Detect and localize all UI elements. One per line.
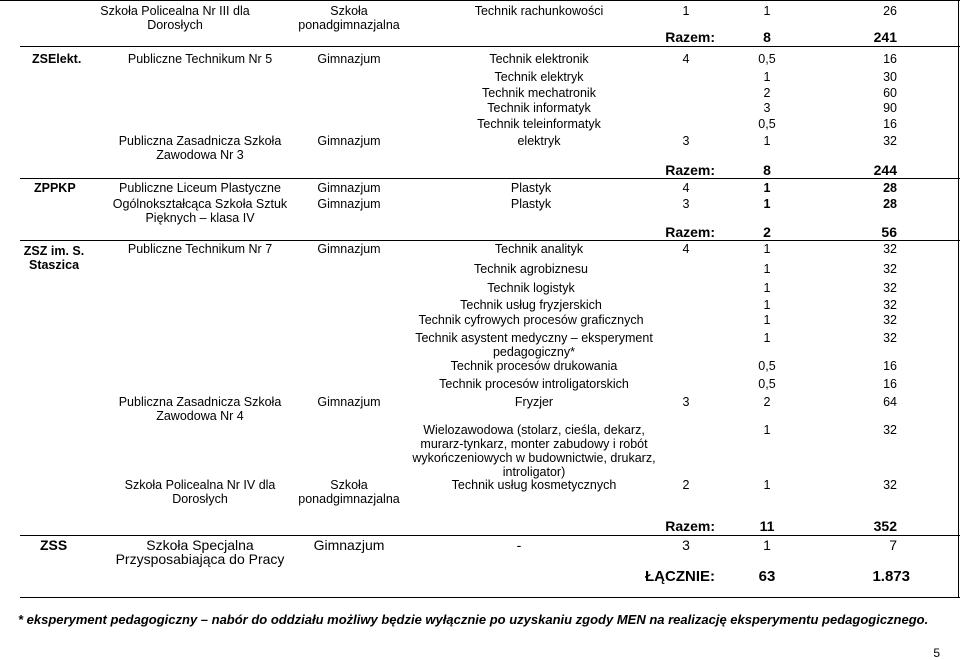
profession: Technik rachunkowości	[474, 4, 604, 18]
divisions: 0,5	[758, 117, 776, 131]
profession: Plastyk	[510, 181, 552, 195]
places: 16	[883, 359, 897, 373]
rule	[958, 0, 959, 598]
school-type: Gimnazjum	[317, 181, 381, 195]
places: 16	[883, 377, 897, 391]
places: 32	[883, 134, 897, 148]
classes: 4	[682, 242, 690, 256]
school-type: Szkoła ponadgimnazjalna	[298, 478, 400, 506]
razem-label: Razem:	[665, 162, 715, 178]
classes: 3	[682, 537, 690, 553]
school-name: Publiczne Technikum Nr 5	[127, 52, 273, 66]
profession: Technik usług kosmetycznych	[451, 478, 617, 492]
total-label: ŁĄCZNIE:	[645, 568, 715, 585]
rule	[20, 535, 960, 536]
divisions: 1	[763, 70, 771, 84]
profession: Fryzjer	[514, 395, 554, 409]
divisions: 1	[763, 262, 771, 276]
classes: 4	[682, 52, 690, 66]
places: 32	[883, 298, 897, 312]
classes: 3	[682, 134, 690, 148]
sum-classes: 8	[763, 29, 771, 45]
profession: Technik cyfrowych procesów graficznych	[418, 313, 644, 327]
places: 16	[883, 52, 897, 66]
divisions: 0,5	[758, 377, 776, 391]
divisions: 2	[763, 395, 771, 409]
page-number: 5	[933, 646, 940, 660]
classes: 3	[682, 197, 690, 211]
profession: elektryk	[517, 134, 561, 148]
classes: 2	[682, 478, 690, 492]
razem-label: Razem:	[665, 224, 715, 240]
divisions: 1	[763, 4, 771, 18]
rule	[20, 178, 960, 179]
places: 32	[883, 478, 897, 492]
sum-classes: 2	[763, 224, 771, 240]
sum-places: 244	[873, 162, 897, 178]
profession: Technik teleinformatyk	[477, 117, 601, 131]
total-places: 1.873	[872, 568, 910, 585]
profession: Technik logistyk	[487, 281, 575, 295]
profession: Technik elektronik	[489, 52, 589, 66]
divisions: 1	[763, 197, 771, 211]
razem-label: Razem:	[665, 29, 715, 45]
rule	[20, 240, 960, 241]
divisions: 1	[763, 181, 771, 195]
divisions: 1	[763, 331, 771, 345]
group-code: ZPPKP	[34, 181, 76, 195]
divisions: 0,5	[758, 359, 776, 373]
school-type: Gimnazjum	[317, 197, 381, 211]
school-type: Gimnazjum	[313, 537, 385, 553]
school-name: Szkoła Policealna Nr III dla Dorosłych	[100, 4, 250, 32]
places: 64	[883, 395, 897, 409]
places: 90	[883, 101, 897, 115]
school-name: Publiczne Liceum Plastyczne	[119, 181, 281, 195]
sum-classes: 8	[763, 162, 771, 178]
divisions: 3	[763, 101, 771, 115]
school-type: Gimnazjum	[317, 52, 381, 66]
school-name: Szkoła Specjalna Przysposabiająca do Pracy	[115, 537, 285, 567]
profession: Technik agrobiznesu	[474, 262, 588, 276]
classes: 4	[682, 181, 690, 195]
profession: Technik elektryk	[494, 70, 584, 84]
places: 32	[883, 262, 897, 276]
footnote: * eksperyment pedagogiczny – nabór do oddziału możliwy będzie wyłącznie po uzyskaniu zgody MEN na realizację eksperymentu pedagogicznego.	[18, 612, 929, 627]
rule	[20, 597, 960, 598]
divisions: 1	[763, 313, 771, 327]
school-name: Publiczna Zasadnicza Szkoła Zawodowa Nr 4	[118, 395, 282, 423]
sum-places: 352	[873, 518, 897, 534]
classes: 1	[682, 4, 690, 18]
places: 26	[883, 4, 897, 18]
places: 16	[883, 117, 897, 131]
places: 32	[883, 423, 897, 437]
school-type: Gimnazjum	[317, 242, 381, 256]
places: 7	[889, 537, 897, 553]
school-name: Publiczne Technikum Nr 7	[127, 242, 273, 256]
places: 28	[883, 181, 897, 195]
divisions: 1	[763, 134, 771, 148]
school-type: Szkoła ponadgimnazjalna	[298, 4, 400, 32]
group-code: ZSElekt.	[32, 52, 82, 66]
divisions: 1	[763, 298, 771, 312]
school-name: Publiczna Zasadnicza Szkoła Zawodowa Nr 3	[118, 134, 282, 162]
total-classes: 63	[758, 568, 776, 585]
divisions: 1	[763, 478, 771, 492]
school-type: Gimnazjum	[317, 395, 381, 409]
divisions: 1	[763, 537, 771, 553]
rule	[0, 0, 960, 1]
places: 60	[883, 86, 897, 100]
profession: Technik usług fryzjerskich	[460, 298, 602, 312]
profession: Technik informatyk	[487, 101, 591, 115]
divisions: 1	[763, 423, 771, 437]
rule	[20, 46, 960, 47]
profession: Technik procesów introligatorskich	[439, 377, 629, 391]
classes: 3	[682, 395, 690, 409]
places: 28	[883, 197, 897, 211]
sum-classes: 11	[759, 518, 775, 534]
places: 30	[883, 70, 897, 84]
school-type: Gimnazjum	[317, 134, 381, 148]
divisions: 0,5	[758, 52, 776, 66]
profession: -	[516, 537, 522, 553]
places: 32	[883, 242, 897, 256]
places: 32	[883, 281, 897, 295]
places: 32	[883, 331, 897, 345]
group-code: ZSZ im. S. Staszica	[23, 244, 85, 272]
school-name: Ogólnokształcąca Szkoła Sztuk Pięknych – klasa IV	[112, 197, 288, 225]
school-name: Szkoła Policealna Nr IV dla Dorosłych	[124, 478, 276, 506]
divisions: 2	[763, 86, 771, 100]
places: 32	[883, 313, 897, 327]
divisions: 1	[763, 281, 771, 295]
sum-places: 241	[873, 29, 897, 45]
profession: Plastyk	[510, 197, 552, 211]
profession: Technik analityk	[494, 242, 584, 256]
profession: Technik procesów drukowania	[450, 359, 618, 373]
profession: Technik mechatronik	[482, 86, 596, 100]
razem-label: Razem:	[665, 518, 715, 534]
profession: Technik asystent medyczny – eksperyment pedagogiczny*	[415, 331, 653, 359]
sum-places: 56	[881, 224, 897, 240]
divisions: 1	[763, 242, 771, 256]
profession: Wielozawodowa (stolarz, cieśla, dekarz, murarz-tynkarz, monter zabudowy i robót wykończeniowych w budownictwie, drukarz, introligator)	[412, 423, 656, 479]
group-code: ZSS	[40, 537, 68, 553]
